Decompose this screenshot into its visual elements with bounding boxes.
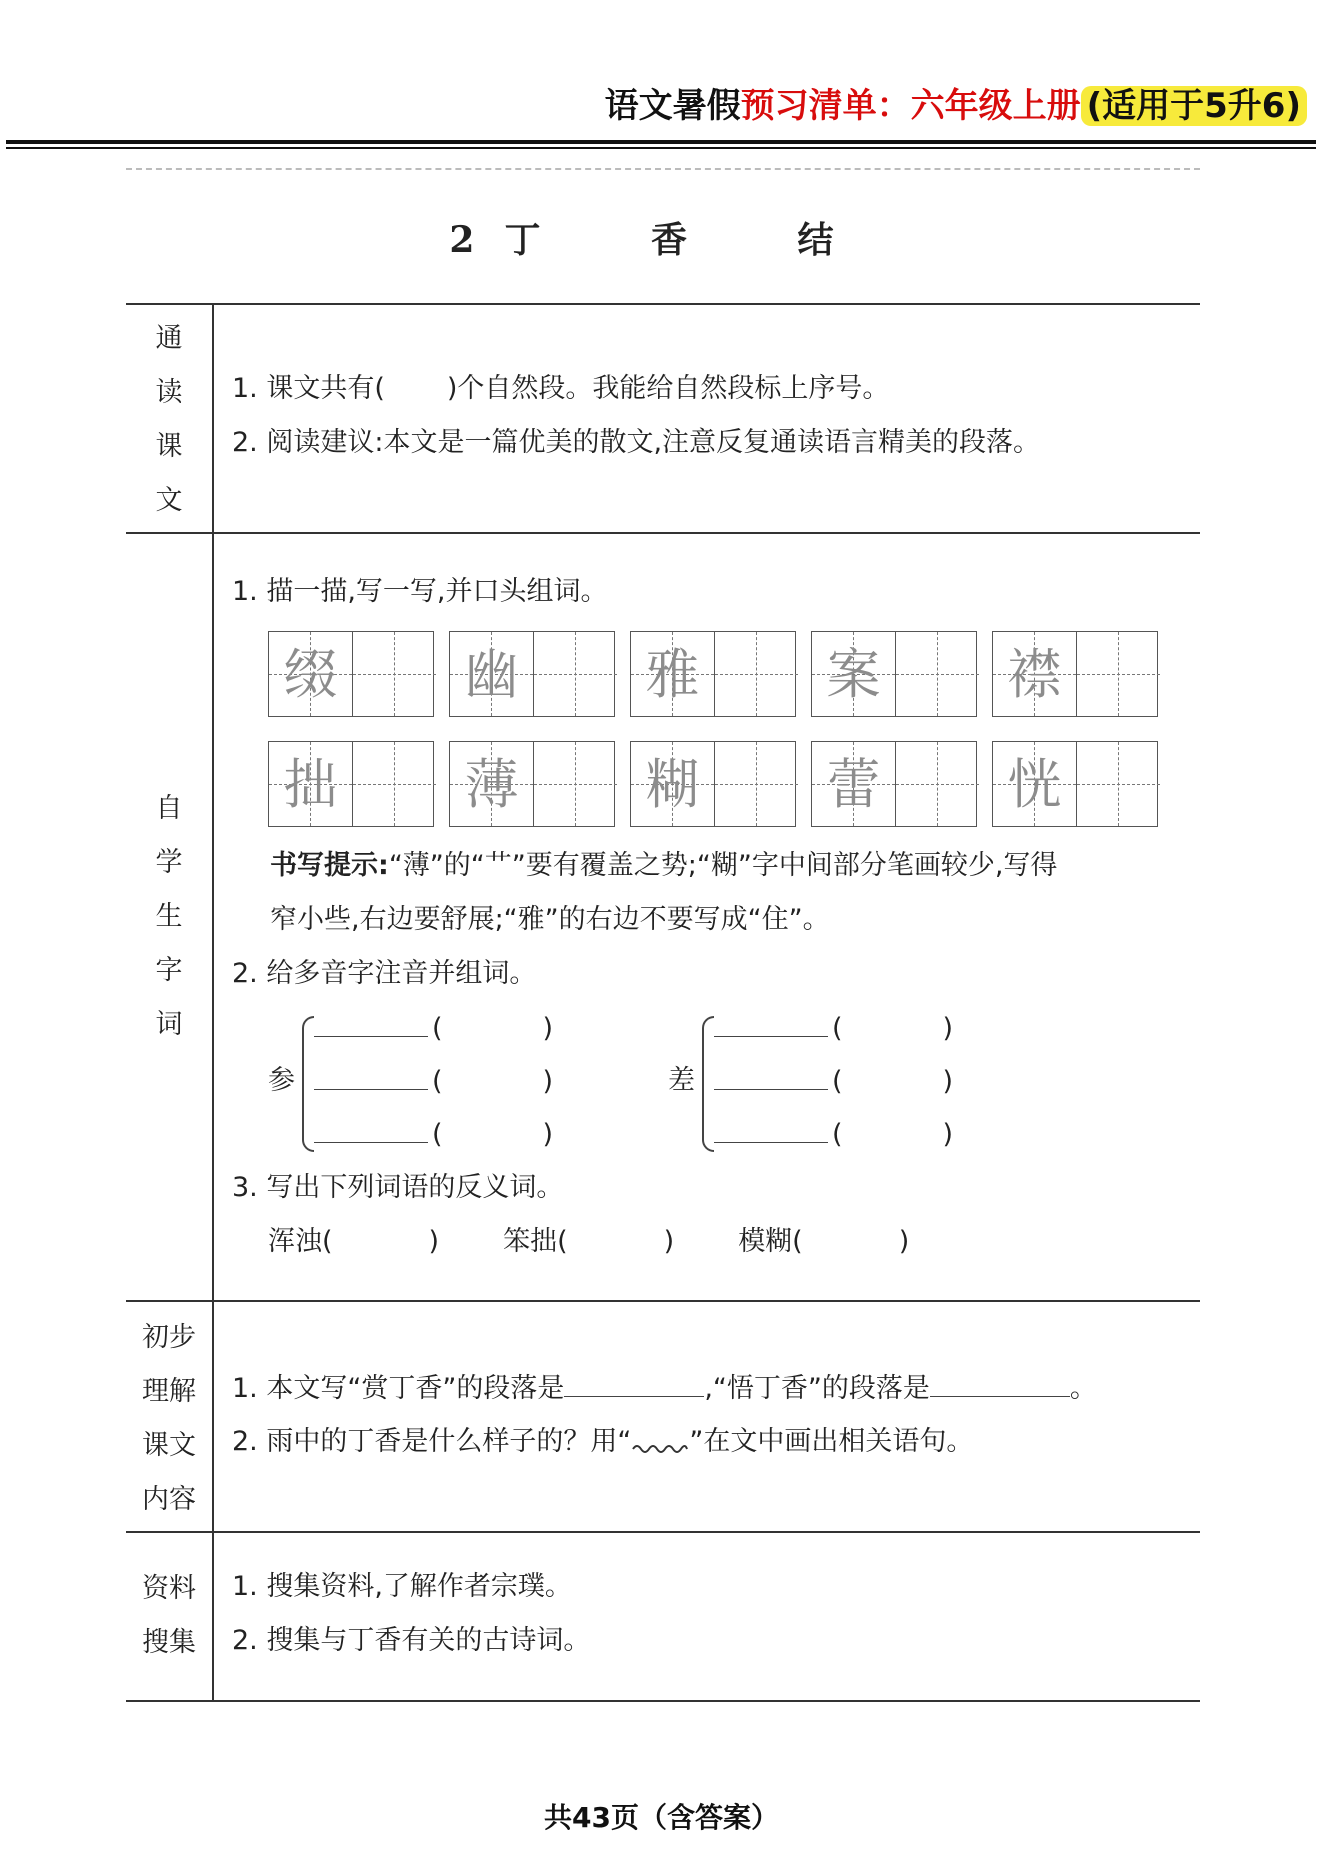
understanding-item-2: 2. 雨中的丁香是什么样子的？用“ ”在文中画出相关语句。	[232, 1426, 974, 1457]
trace-char: 案	[826, 643, 881, 706]
word-blank[interactable]	[714, 1061, 828, 1090]
section-label-research: 资料 搜集	[142, 1573, 196, 1658]
vocab-item-1: 1. 描一描,写一写,并口头组词。	[232, 576, 608, 607]
trace-char: 恍	[1007, 753, 1062, 816]
lesson-name: 丁 香 结	[504, 219, 874, 261]
writing-tip-line-1: 书写提示:“薄”的“艹”要有覆盖之势;“糊”字中间部分笔画较少,写得	[270, 850, 1058, 881]
table-divider-2	[126, 1300, 1200, 1302]
writing-box[interactable]	[268, 631, 434, 717]
research-item-2: 2. 搜集与丁香有关的古诗词。	[232, 1625, 591, 1656]
writing-tip-line-2: 窄小些,右边要舒展;“雅”的右边不要写成“住”。	[270, 904, 830, 935]
trace-char: 糊	[645, 753, 700, 816]
answer-blank[interactable]	[564, 1368, 704, 1397]
reading-item-1: 1. 课文共有( )个自然段。我能给自然段标上序号。	[232, 373, 890, 404]
writing-box[interactable]	[811, 631, 977, 717]
writing-box[interactable]	[630, 741, 796, 827]
table-top-border	[126, 303, 1200, 305]
polyphonic-row: ( )	[314, 1114, 553, 1155]
word-blank[interactable]	[714, 1008, 828, 1037]
table-divider-1	[126, 532, 1200, 534]
polyphonic-row: ( )	[314, 1008, 553, 1049]
trace-char: 薄	[464, 753, 519, 816]
research-item-1: 1. 搜集资料,了解作者宗璞。	[232, 1571, 572, 1602]
wavy-underline-icon	[631, 1433, 689, 1453]
antonym-item: 浑浊(	[268, 1226, 333, 1257]
trace-char: 幽	[464, 643, 519, 706]
vocab-item-2: 2. 给多音字注音并组词。	[232, 958, 537, 989]
polyphonic-row: ( )	[714, 1114, 953, 1155]
trace-char: 雅	[645, 643, 700, 706]
header-title	[605, 84, 1307, 128]
writing-box[interactable]	[449, 741, 615, 827]
writing-box[interactable]	[811, 741, 977, 827]
polyphonic-char-cha: 差	[668, 1065, 695, 1096]
brace-can	[302, 1016, 314, 1152]
word-blank[interactable]	[314, 1114, 428, 1143]
vocab-item-3: 3. 写出下列词语的反义词。	[232, 1172, 564, 1203]
polyphonic-row: ( )	[714, 1061, 953, 1102]
writing-tip-label: 书写提示:	[270, 850, 389, 881]
dashed-divider	[126, 168, 1200, 170]
header-title-part1: 语文暑假	[604, 86, 741, 126]
trace-char: 拙	[283, 753, 338, 816]
writing-box[interactable]	[992, 741, 1158, 827]
header-title-highlight: (适用于5升6)	[1081, 86, 1307, 126]
understanding-item-1: 1. 本文写“赏丁香”的段落是 ,“悟丁香”的段落是 。	[232, 1368, 1097, 1409]
table-divider-3	[126, 1531, 1200, 1533]
header-title-part2: 预习清单：六年级上册	[740, 86, 1081, 126]
writing-box[interactable]	[992, 631, 1158, 717]
header-rule-thick	[6, 140, 1316, 144]
word-blank[interactable]	[714, 1114, 828, 1143]
table-column-divider	[212, 303, 214, 1701]
antonym-item: 模糊(	[738, 1226, 803, 1257]
header-rule-thin	[6, 147, 1316, 149]
polyphonic-row: ( )	[714, 1008, 953, 1049]
trace-char: 蕾	[826, 753, 881, 816]
writing-box[interactable]	[268, 741, 434, 827]
section-label-reading: 通 读 课 文	[155, 323, 183, 516]
section-label-vocab: 自 学 生 字 词	[155, 793, 183, 1040]
table-bottom-border	[126, 1700, 1200, 1702]
word-blank[interactable]	[314, 1061, 428, 1090]
page-footer: 共43页（含答案）	[544, 1801, 779, 1834]
reading-item-2: 2. 阅读建议:本文是一篇优美的散文,注意反复通读语言精美的段落。	[232, 427, 1041, 458]
answer-blank[interactable]	[930, 1368, 1070, 1397]
antonym-row: 浑浊( ) 笨拙( ) 模糊( )	[268, 1226, 910, 1257]
section-label-understanding: 初步 理解 课文 内容	[142, 1322, 196, 1515]
trace-char: 缀	[283, 643, 338, 706]
lesson-number: 2	[449, 219, 475, 261]
lesson-title	[0, 212, 1323, 263]
polyphonic-char-can: 参	[268, 1065, 295, 1096]
writing-box[interactable]	[449, 631, 615, 717]
word-blank[interactable]	[314, 1008, 428, 1037]
writing-box[interactable]	[630, 631, 796, 717]
page-header	[0, 80, 1323, 140]
polyphonic-row: ( )	[314, 1061, 553, 1102]
antonym-item: 笨拙(	[503, 1226, 568, 1257]
brace-cha	[702, 1016, 714, 1152]
trace-char: 襟	[1007, 643, 1062, 706]
